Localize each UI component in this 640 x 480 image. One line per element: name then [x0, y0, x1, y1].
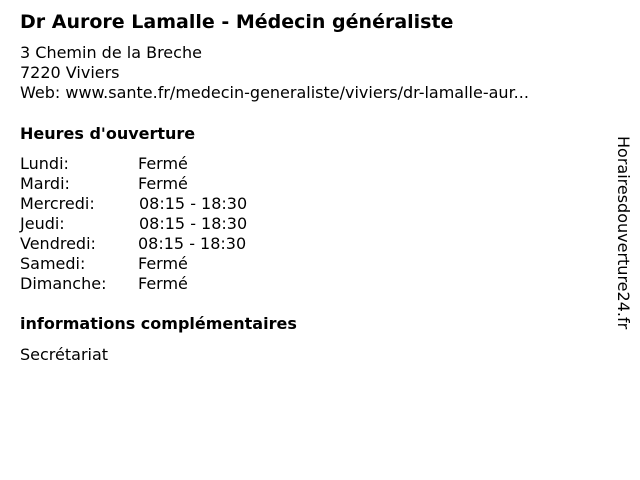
info-heading: informations complémentaires	[20, 314, 297, 333]
hours-row-jeudi	[20, 214, 320, 234]
hours-day: Mardi:	[20, 174, 70, 193]
hours-time: 08:15 - 18:30	[139, 194, 248, 213]
hours-row-mardi	[20, 174, 320, 194]
hours-day: Jeudi:	[20, 214, 65, 233]
hours-day: Dimanche:	[20, 274, 107, 293]
hours-day: Lundi:	[20, 154, 69, 173]
hours-table	[20, 154, 320, 294]
hours-time: Fermé	[138, 274, 188, 293]
hours-time: 08:15 - 18:30	[139, 214, 248, 233]
address-block	[20, 43, 529, 103]
address-web: Web: www.sante.fr/medecin-generaliste/viviers/dr-lamalle-aur...	[20, 83, 529, 102]
hours-day: Mercredi:	[20, 194, 95, 213]
hours-time: Fermé	[138, 174, 188, 193]
hours-row-samedi	[20, 254, 320, 274]
hours-day: Samedi:	[20, 254, 86, 273]
hours-row-mercredi	[20, 194, 320, 214]
hours-heading: Heures d'ouverture	[20, 124, 196, 143]
hours-row-dimanche	[20, 274, 320, 294]
hours-row-lundi	[20, 154, 320, 174]
hours-row-vendredi	[20, 234, 320, 254]
hours-time: Fermé	[138, 154, 188, 173]
hours-time: Fermé	[138, 254, 188, 273]
address-city: 7220 Viviers	[20, 63, 120, 82]
page-title: Dr Aurore Lamalle - Médecin généraliste	[20, 11, 454, 33]
hours-time: 08:15 - 18:30	[138, 234, 247, 253]
side-brand-watermark: Horairesdouverture24.fr	[614, 136, 633, 330]
info-text: Secrétariat	[20, 345, 109, 364]
address-street: 3 Chemin de la Breche	[20, 43, 202, 62]
hours-day: Vendredi:	[20, 234, 96, 253]
